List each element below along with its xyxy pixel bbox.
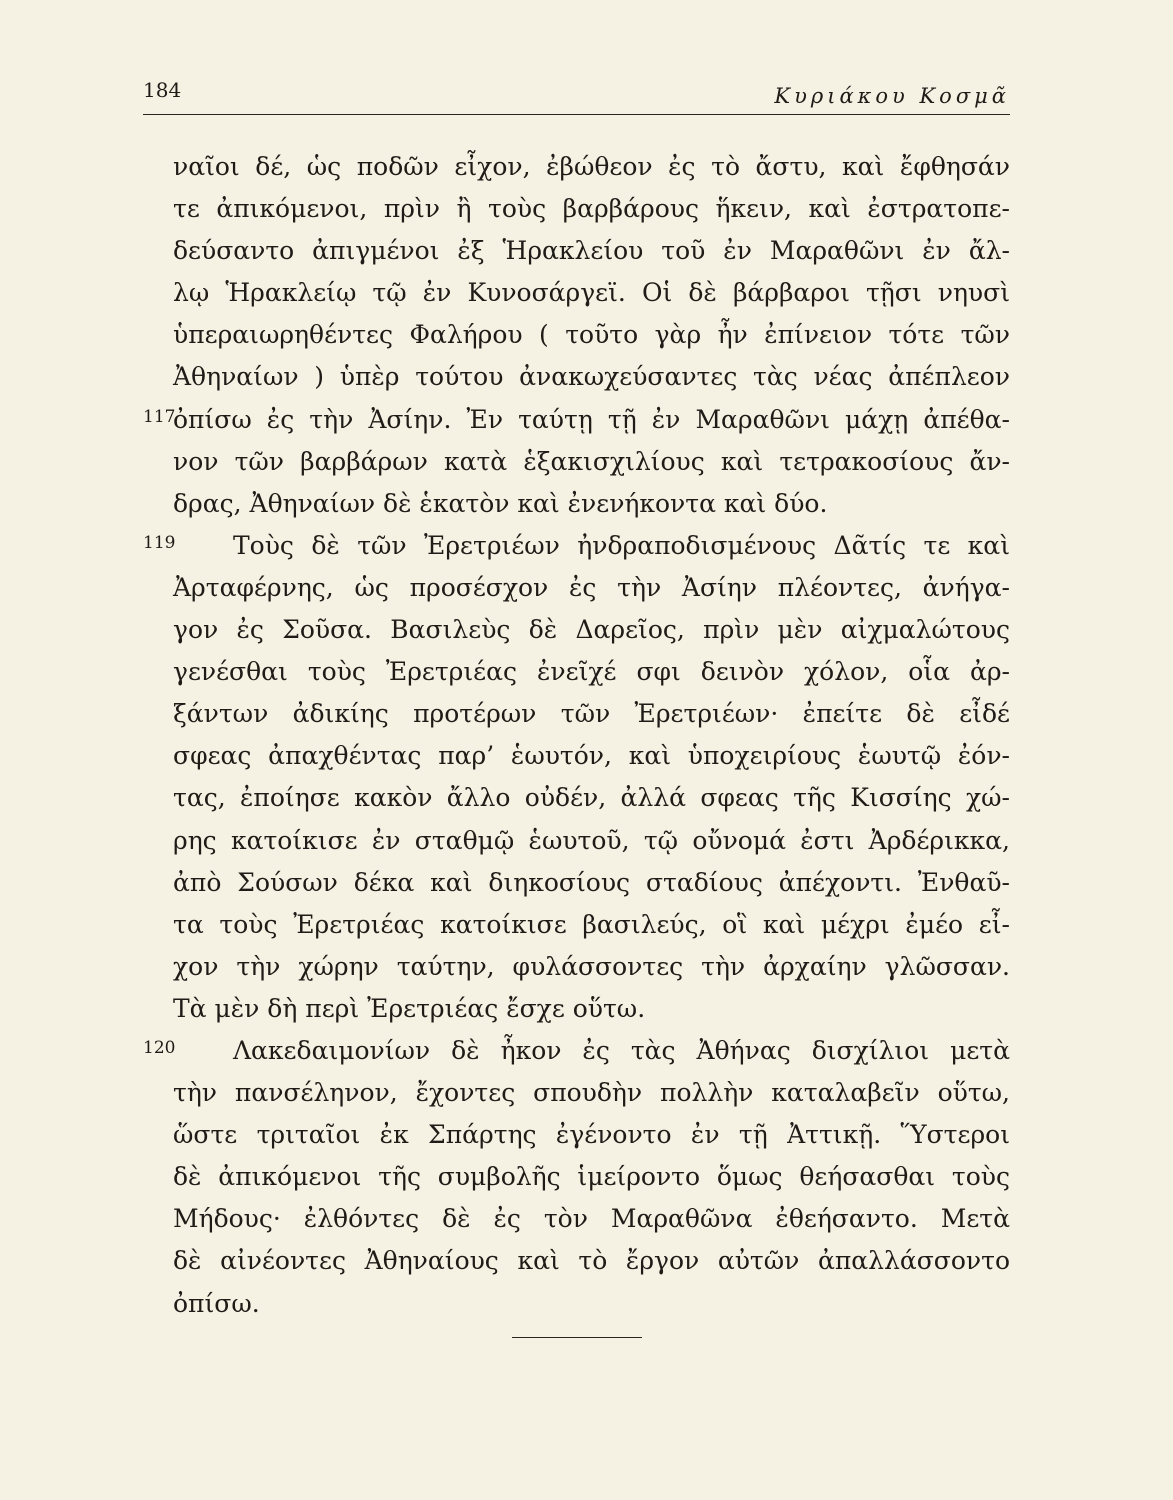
line-text: ναῖοι δέ, ὡς ποδῶν εἶχον, ἐβώθεον ἐς τὸ ἄστυ, καὶ ἔφθησάν	[173, 152, 1010, 181]
text-line	[173, 483, 1010, 525]
text-line	[173, 777, 1010, 819]
line-text: τε ἀπικόμενοι, πρὶν ἢ τοὺς βαρβάρους ἥκειν, καὶ ἐστρατοπε-	[173, 194, 1010, 224]
text-line	[173, 862, 1010, 904]
line-text: λῳ Ἡρακλείῳ τῷ ἐν Κυνοσάργεϊ. Οἱ δὲ βάρβαροι τῇσι νηυσὶ	[173, 278, 1010, 308]
header-rule	[143, 114, 1010, 115]
text-line	[173, 1283, 1010, 1325]
line-text: δὲ ἀπικόμενοι τῆς συμβολῆς ἱμείροντο ὅμως θεήσασθαι τοὺς	[173, 1162, 1010, 1192]
running-title: Κυριάκου Κοσμᾶ	[774, 84, 1010, 108]
line-text: ὑπεραιωρηθέντες Φαλήρου ( τοῦτο γὰρ ἦν ἐπίνειον τότε τῶν	[173, 320, 1010, 350]
line-text: γον ἐς Σοῦσα. Βασιλεὺς δὲ Δαρεῖος, πρὶν μὲν αἰχμαλώτους	[173, 615, 1010, 645]
text-line	[143, 1030, 1010, 1072]
line-text: τας, ἐποίησε κακὸν ἄλλο οὐδέν, ἀλλά σφεας τῆς Κισσίης χώ-	[173, 783, 1010, 813]
text-line	[173, 904, 1010, 946]
line-text: χον τὴν χώρην ταύτην, φυλάσσοντες τὴν ἀρχαίην γλῶσσαν.	[173, 951, 1010, 981]
text-line	[173, 188, 1010, 230]
text-line	[143, 525, 1010, 567]
line-text: ρης κατοίκισε ἐν σταθμῷ ἑωυτοῦ, τῷ οὔνομά ἐστι Ἀρδέρικκα,	[173, 825, 1010, 855]
line-text: ξάντων ἀδικίης προτέρων τῶν Ἐρετριέων· ἐπείτε δὲ εἶδέ	[173, 699, 1010, 729]
line-text: Λακεδαιμονίων δὲ ἦκον ἐς τὰς Ἀθήνας δισχίλιοι μετὰ	[233, 1035, 1010, 1065]
greek-text-body	[143, 146, 1010, 1325]
line-text: Τοὺς δὲ τῶν Ἐρετριέων ἠνδραποδισμένους Δᾶτίς τε καὶ	[233, 530, 1010, 560]
line-text: δρας, Ἀθηναίων δὲ ἑκατὸν καὶ ἐνενήκοντα καὶ δύο.	[173, 488, 828, 518]
line-text: τὴν πανσέληνον, ἔχοντες σπουδὴν πολλὴν καταλαβεῖν οὕτω,	[173, 1078, 1010, 1108]
text-line	[173, 146, 1010, 188]
text-line	[173, 609, 1010, 651]
text-line	[173, 441, 1010, 483]
line-text: ὥστε τριταῖοι ἐκ Σπάρτης ἐγένοντο ἐν τῇ Ἀττικῇ. Ὕστεροι	[173, 1120, 1010, 1150]
text-line	[173, 1114, 1010, 1156]
text-line	[173, 820, 1010, 862]
text-line	[173, 1072, 1010, 1114]
line-text: νον τῶν βαρβάρων κατὰ ἑξακισχιλίους καὶ τετρακοσίους ἄν-	[173, 446, 1010, 476]
line-text: ὀπίσω.	[173, 1288, 260, 1318]
text-line	[173, 230, 1010, 272]
line-text: ἀπὸ Σούσων δέκα καὶ διηκοσίους σταδίους ἀπέχοντι. Ἐνθαῦ-	[173, 867, 1010, 897]
text-line	[173, 314, 1010, 356]
line-text: γενέσθαι τοὺς Ἐρετριέας ἐνεῖχέ σφι δεινὸν χόλον, οἷα ἀρ-	[173, 657, 1010, 687]
text-line	[173, 272, 1010, 314]
line-text: ὀπίσω ἐς τὴν Ἀσίην. Ἐν ταύτῃ τῇ ἐν Μαραθῶνι μάχῃ ἀπέθα-	[173, 404, 1010, 434]
line-text: Ἀθηναίων ) ὑπὲρ τούτου ἀνακωχεύσαντες τὰς νέας ἀπέπλεον	[173, 362, 1010, 392]
line-text: τα τοὺς Ἐρετριέας κατοίκισε βασιλεύς, οἳ καὶ μέχρι ἐμέο εἶ-	[173, 909, 1010, 939]
text-line	[173, 735, 1010, 777]
text-line	[173, 693, 1010, 735]
line-text: δὲ αἰνέοντες Ἀθηναίους καὶ τὸ ἔργον αὐτῶν ἀπαλλάσσοντο	[173, 1246, 1010, 1276]
line-text: σφεας ἀπαχθέντας παρ’ ἑωυτόν, καὶ ὑποχειρίους ἑωυτῷ ἐόν-	[173, 741, 1010, 771]
end-rule	[512, 1337, 642, 1338]
page-number: 184	[143, 78, 182, 102]
line-text: Μήδους· ἐλθόντες δὲ ἐς τὸν Μαραθῶνα ἐθεήσαντο. Μετὰ	[173, 1204, 1010, 1234]
text-line	[173, 946, 1010, 988]
text-line	[173, 1240, 1010, 1282]
text-line	[173, 1156, 1010, 1198]
text-line	[173, 651, 1010, 693]
margin-section-number: 119	[143, 532, 176, 553]
text-line	[173, 1198, 1010, 1240]
line-text: Τὰ μὲν δὴ περὶ Ἐρετριέας ἔσχε οὕτω.	[173, 993, 646, 1023]
margin-section-number: 117	[143, 406, 176, 427]
text-line	[173, 988, 1010, 1030]
text-line	[143, 399, 1010, 441]
text-line	[173, 567, 1010, 609]
text-line	[173, 356, 1010, 398]
margin-section-number: 120	[143, 1037, 176, 1058]
line-text: δεύσαντο ἀπιγμένοι ἐξ Ἡρακλείου τοῦ ἐν Μαραθῶνι ἐν ἄλ-	[173, 236, 1010, 266]
line-text: Ἀρταφέρνης, ὡς προσέσχον ἐς τὴν Ἀσίην πλέοντες, ἀνήγα-	[173, 572, 1010, 602]
